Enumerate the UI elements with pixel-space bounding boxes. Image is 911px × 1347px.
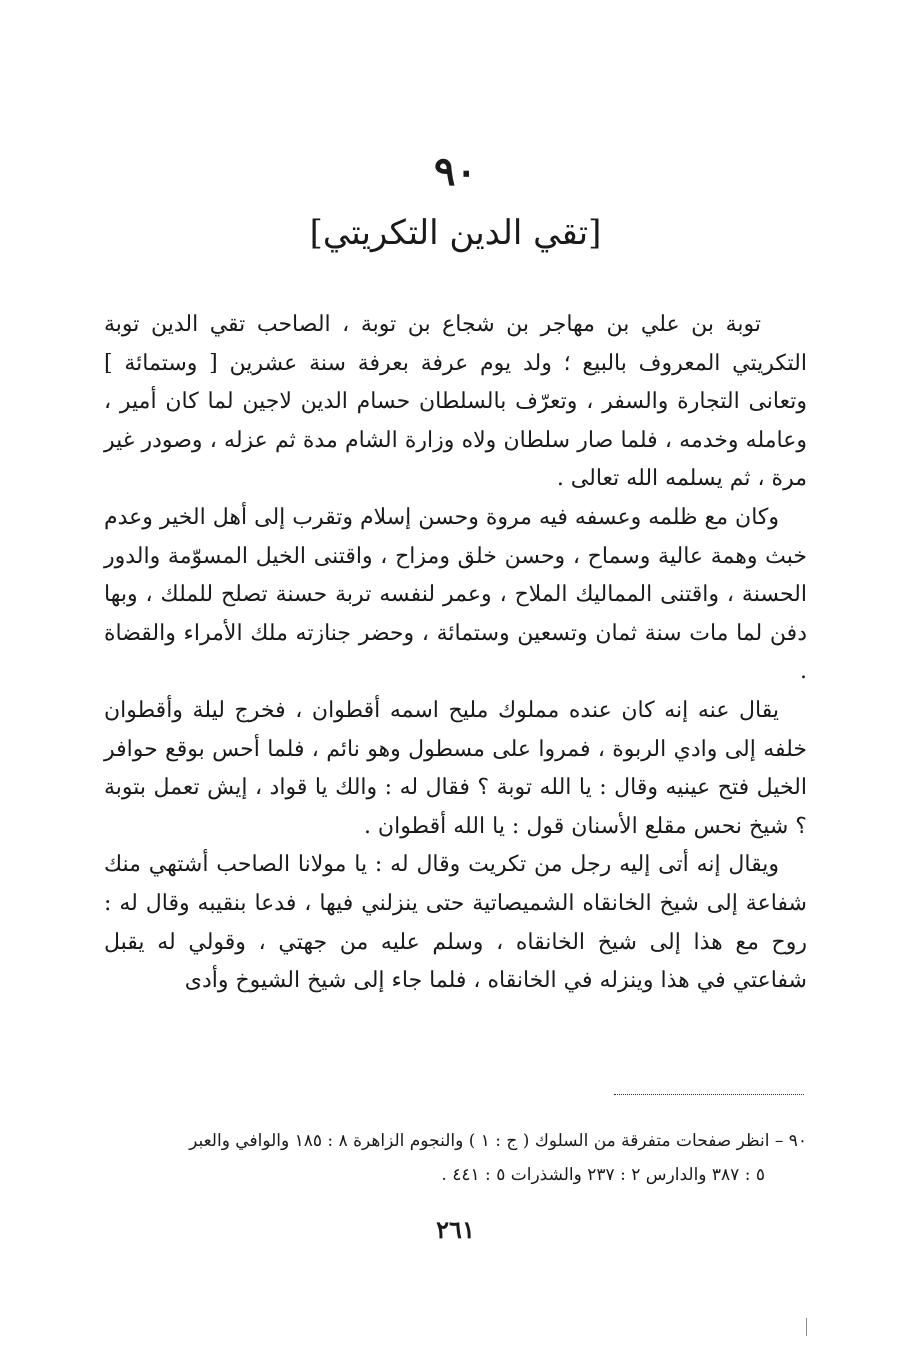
paragraph-1: توبة بن علي بن مهاجر بن شجاع بن توبة ، الصاحب تقي الدين توبة التكريتي المعروف بالبيع ؛ ولد يوم عرفة بعرفة سنة عشرين [ وستمائة ] وتعانى التجارة والسفر ، وتعرّف بالسلطان حسام الدين لاجين لما كان أمير ، وعامله وخدمه ، فلما صار سلطان ولاه وزارة الشام مدة ثم عزله ، وصودر غير مرة ، ثم يسلمه الله تعالى . <box>104 312 807 492</box>
entry-title: [تقي الدين التكريتي] <box>309 213 602 253</box>
paragraph-3: يقال عنه إنه كان عنده مملوك مليح اسمه أقطوان ، فخرج ليلة وأقطوان خلفه إلى وادي الربوة ، فمروا على مسطول وهو نائم ، فلما أحس بوقع حوافر الخيل فتح عينيه وقال : يا الله توبة ؟ فقال له : والك يا قواد ، إيش تعمل بتوبة ؟ شيخ نحس مقلع الأسنان قول : يا الله أقطوان . <box>104 697 807 839</box>
entry-number: ٩٠ <box>434 148 477 195</box>
footnote-divider <box>614 1094 804 1095</box>
footnote-line-2: ٥ : ٣٨٧ والدارس ٢ : ٢٣٧ والشذرات ٥ : ٤٤١ . <box>441 1165 765 1185</box>
page-number: ٢٦١ <box>436 1215 475 1244</box>
body-text <box>104 306 807 1001</box>
paragraph-2: وكان مع ظلمه وعسفه فيه مروة وحسن إسلام وتقرب إلى أهل الخير وعدم خبث وهمة عالية وسماح ، وحسن خلق ومزاح ، واقتنى الخيل المسوّمة والدور الحسنة ، واقتنى المماليك الملاح ، وعمر لنفسه تربة حسنة تصلح للملك ، وبها دفن لما مات سنة ثمان وتسعين وستمائة ، وحضر جنازته ملك الأمراء والقضاة . <box>104 504 807 685</box>
footnote-line-1: ٩٠ – انظر صفحات متفرقة من السلوك ( ج : ١ ) والنجوم الزاهرة ٨ : ١٨٥ والوافي والعبر <box>189 1131 807 1151</box>
paragraph-4: ويقال إنه أتى إليه رجل من تكريت وقال له : يا مولانا الصاحب أشتهي منك شفاعة إلى شيخ الخانقاه الشميصاتية حتى ينزلني فيها ، فدعا بنقيبه وقال له : روح مع هذا إلى شيخ الخانقاه ، وسلم عليه من جهتي ، وقولي له يقبل شفاعتي في هذا وينزله في الخانقاه ، فلما جاء إلى شيخ الشيوخ وأدى <box>104 852 807 994</box>
footnote <box>104 1124 807 1192</box>
scan-edge-mark <box>806 1318 807 1336</box>
